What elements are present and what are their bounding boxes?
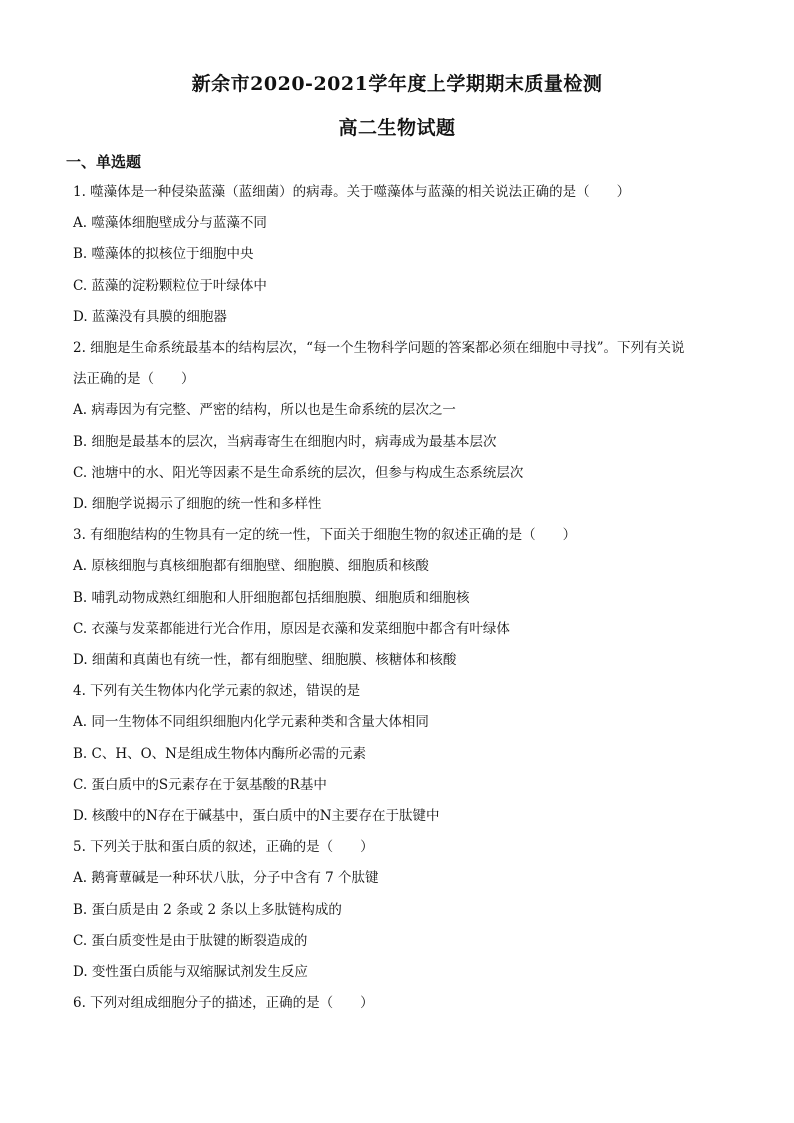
answer-option: A. 病毒因为有完整、严密的结构，所以也是生命系统的层次之一 [73, 402, 456, 419]
answer-option: B. C、H、O、N是组成生物体内酶所必需的元素 [73, 745, 366, 762]
exam-title: 新余市2020-2021学年度上学期期末质量检测 [191, 73, 603, 95]
answer-option: C. 蛋白质变性是由于肽键的断裂造成的 [73, 932, 308, 949]
question-stem: 2. 细胞是生命系统最基本的结构层次，“每一个生物科学问题的答案都必须在细胞中寻找”。下列有关说 [73, 340, 685, 356]
question-stem: 4. 下列有关生物体内化学元素的叙述，错误的是 [73, 683, 361, 700]
question-stem: 1. 噬藻体是一种侵染蓝藻（蓝细菌）的病毒。关于噬藻体与蓝藻的相关说法正确的是（ ） [73, 184, 631, 200]
answer-option: A. 原核细胞与真核细胞都有细胞壁、细胞膜、细胞质和核酸 [73, 558, 429, 575]
answer-option: A. 鹅膏蕈碱是一种环状八肽，分子中含有 7 个肽键 [73, 870, 379, 887]
answer-option: D. 核酸中的N存在于碱基中，蛋白质中的N主要存在于肽键中 [73, 808, 440, 824]
question-stem: 3. 有细胞结构的生物具有一定的统一性，下面关于细胞生物的叙述正确的是（ ） [73, 527, 577, 544]
answer-option: B. 蛋白质是由 2 条或 2 条以上多肽链构成的 [73, 901, 342, 918]
question-stem: 法正确的是（ ） [73, 371, 195, 388]
answer-option: C. 蛋白质中的S元素存在于氨基酸的R基中 [73, 776, 327, 793]
section-heading: 一、单选题 [66, 153, 142, 171]
answer-option: C. 池塘中的水、阳光等因素不是生命系统的层次，但参与构成生态系统层次 [73, 464, 524, 481]
answer-option: B. 噬藻体的拟核位于细胞中央 [73, 246, 254, 263]
answer-option: D. 变性蛋白质能与双缩脲试剂发生反应 [73, 964, 308, 980]
answer-option: D. 蓝藻没有具膜的细胞器 [73, 308, 227, 325]
answer-option: A. 噬藻体细胞壁成分与蓝藻不同 [73, 215, 267, 232]
answer-option: D. 细胞学说揭示了细胞的统一性和多样性 [73, 496, 322, 512]
answer-option: D. 细菌和真菌也有统一性，都有细胞壁、细胞膜、核糖体和核酸 [73, 652, 457, 668]
exam-subtitle: 高二生物试题 [338, 117, 456, 139]
answer-option: B. 哺乳动物成熟红细胞和人肝细胞都包括细胞膜、细胞质和细胞核 [73, 589, 470, 606]
answer-option: B. 细胞是最基本的层次，当病毒寄生在细胞内时，病毒成为最基本层次 [73, 433, 497, 450]
question-stem: 6. 下列对组成细胞分子的描述，正确的是（ ） [73, 995, 374, 1012]
question-stem: 5. 下列关于肽和蛋白质的叙述，正确的是（ ） [73, 839, 374, 856]
answer-option: C. 蓝藻的淀粉颗粒位于叶绿体中 [73, 277, 267, 294]
answer-option: A. 同一生物体不同组织细胞内化学元素种类和含量大体相同 [73, 714, 429, 731]
answer-option: C. 衣藻与发菜都能进行光合作用，原因是衣藻和发菜细胞中都含有叶绿体 [73, 620, 510, 637]
